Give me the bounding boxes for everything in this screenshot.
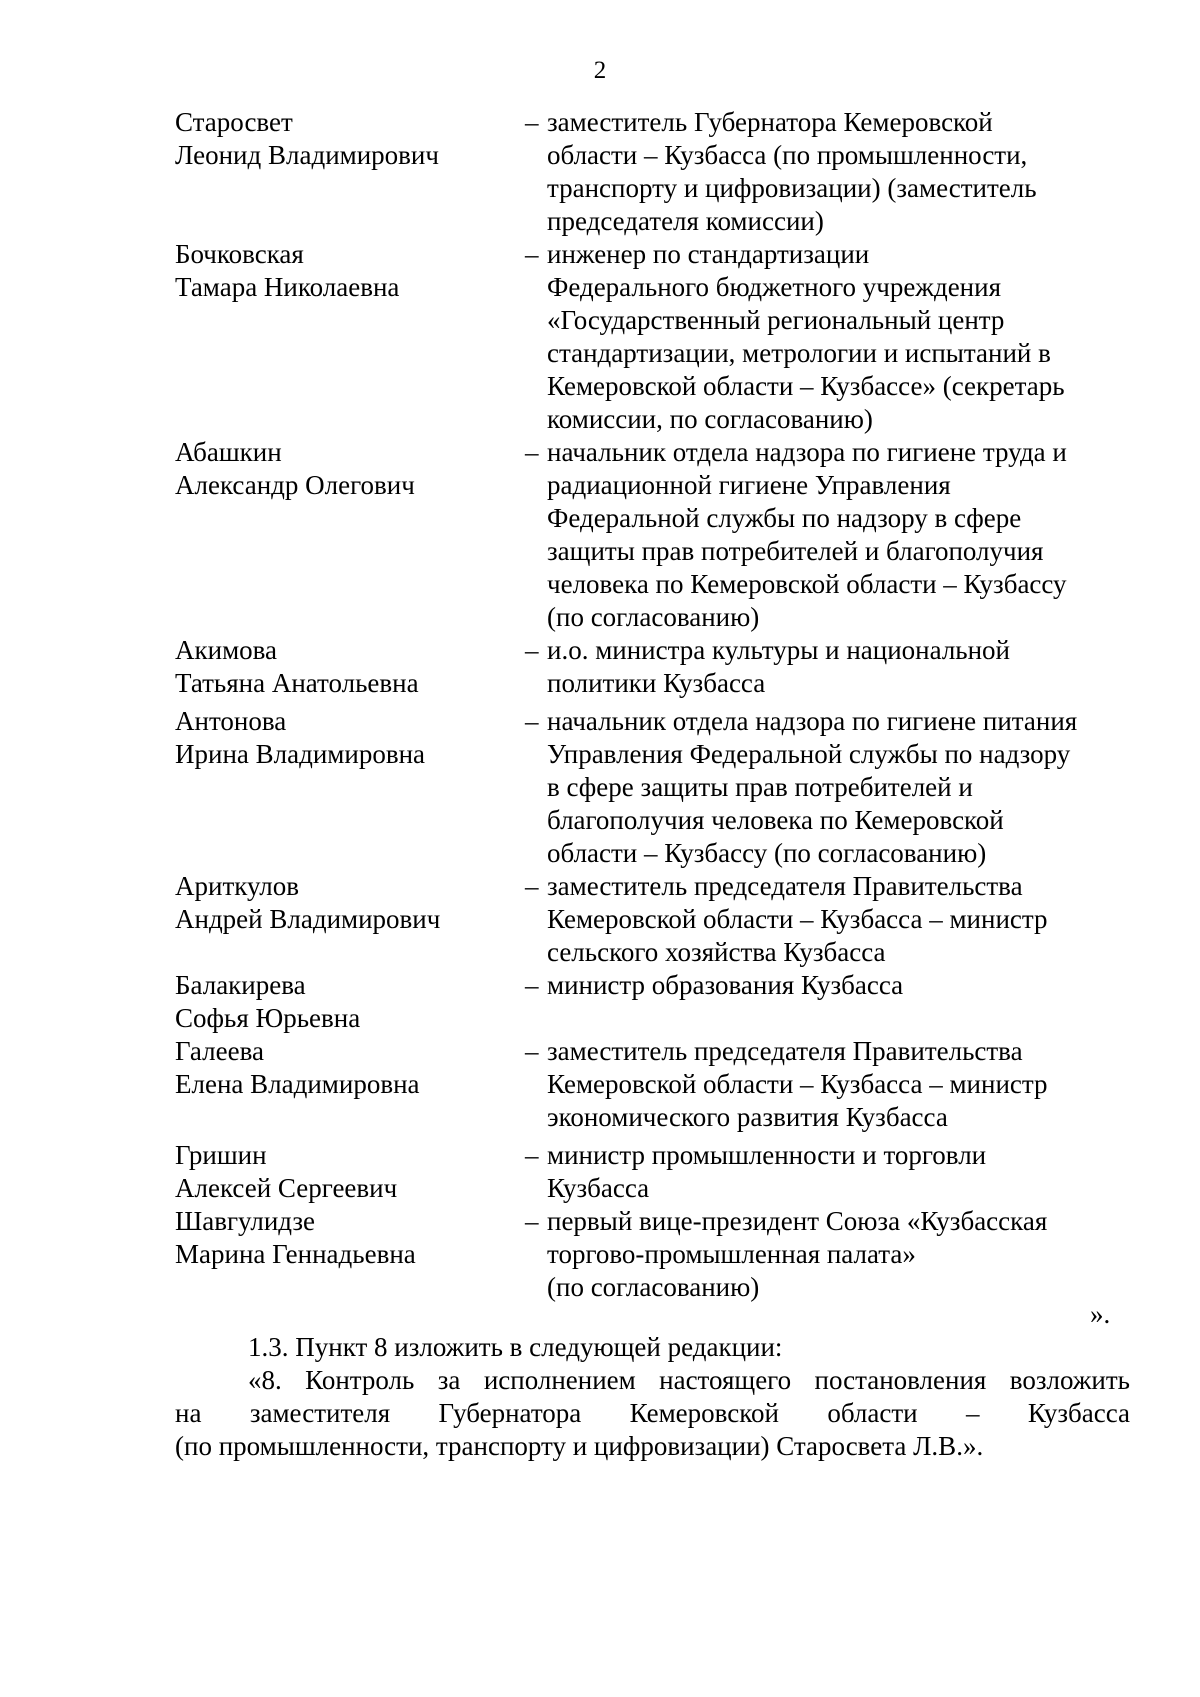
member-row <box>175 969 1135 1035</box>
member-row <box>175 1139 1135 1205</box>
member-role-line: транспорту и цифровизации) (заместитель <box>547 173 1037 203</box>
member-role-line: первый вице-президент Союза «Кузбасская <box>547 1206 1048 1236</box>
member-role-line: Кемеровской области – Кузбасса – министр <box>547 904 1048 934</box>
member-dash: – <box>525 635 539 665</box>
member-given-names: Леонид Владимирович <box>175 140 439 170</box>
member-role-line: заместитель Губернатора Кемеровской <box>547 107 993 137</box>
member-dash: – <box>525 239 539 269</box>
member-role-line: области – Кузбасса (по промышленности, <box>547 140 1028 170</box>
clause-8-line: (по промышленности, транспорту и цифровизации) Старосвета Л.В.». <box>175 1431 984 1461</box>
member-row <box>175 106 1135 238</box>
member-role-line: «Государственный региональный центр <box>547 305 1005 335</box>
member-dash: – <box>525 706 539 736</box>
member-role <box>547 238 1127 436</box>
member-row <box>175 870 1135 969</box>
member-role-line: защиты прав потребителей и благополучия <box>547 536 1044 566</box>
member-role-line: сельского хозяйства Кузбасса <box>547 937 886 967</box>
member-dash: – <box>525 970 539 1000</box>
member-role-line: заместитель председателя Правительства <box>547 1036 1023 1066</box>
member-role <box>547 705 1127 870</box>
member-row <box>175 436 1135 634</box>
member-role-line: комиссии, по согласованию) <box>547 404 873 434</box>
member-name <box>175 436 525 634</box>
member-given-names: Татьяна Анатольевна <box>175 668 419 698</box>
member-role-line: (по согласованию) <box>547 602 760 632</box>
member-name <box>175 1205 525 1304</box>
member-row <box>175 1035 1135 1134</box>
member-role-line: начальник отдела надзора по гигиене питания <box>547 706 1078 736</box>
member-surname: Галеева <box>175 1036 264 1066</box>
member-dash: – <box>525 1140 539 1170</box>
member-row <box>175 1205 1135 1304</box>
member-name <box>175 634 525 700</box>
clause-1-3: 1.3. Пункт 8 изложить в следующей редакции: <box>248 1332 783 1362</box>
member-surname: Абашкин <box>175 437 282 467</box>
member-dash: – <box>525 437 539 467</box>
clause-8-line: на заместителя Губернатора Кемеровской области – Кузбасса <box>175 1398 1130 1428</box>
member-role-line: человека по Кемеровской области – Кузбассу <box>547 569 1067 599</box>
member-role-line: благополучия человека по Кемеровской <box>547 805 1004 835</box>
member-role <box>547 436 1127 634</box>
member-dash: – <box>525 1036 539 1066</box>
member-role-line: министр образования Кузбасса <box>547 970 904 1000</box>
member-name <box>175 1035 525 1134</box>
member-name <box>175 969 525 1035</box>
commission-members-list <box>175 106 1135 1304</box>
member-surname: Шавгулидзе <box>175 1206 315 1236</box>
member-role <box>547 1139 1127 1205</box>
member-role-line: Кузбасса <box>547 1173 650 1203</box>
member-surname: Гришин <box>175 1140 267 1170</box>
member-role-line: радиационной гигиене Управления <box>547 470 951 500</box>
member-role-line: области – Кузбассу (по согласованию) <box>547 838 987 868</box>
member-role-line: (по согласованию) <box>547 1272 760 1302</box>
member-role-line: в сфере защиты прав потребителей и <box>547 772 973 802</box>
member-role-line: Кемеровской области – Кузбасса – министр <box>547 1069 1048 1099</box>
member-role-line: председателя комиссии) <box>547 206 824 236</box>
page-number: 2 <box>593 57 607 84</box>
member-role-line: Федеральной службы по надзору в сфере <box>547 503 1022 533</box>
member-given-names: Александр Олегович <box>175 470 415 500</box>
member-role-line: министр промышленности и торговли <box>547 1140 987 1170</box>
member-surname: Балакирева <box>175 970 306 1000</box>
member-role-line: торгово-промышленная палата» <box>547 1239 916 1269</box>
member-given-names: Тамара Николаевна <box>175 272 400 302</box>
member-role-line: Управления Федеральной службы по надзору <box>547 739 1071 769</box>
member-row <box>175 705 1135 870</box>
member-role-line: инженер по стандартизации <box>547 239 870 269</box>
member-surname: Акимова <box>175 635 278 665</box>
member-given-names: Андрей Владимирович <box>175 904 441 934</box>
member-role <box>547 969 1127 1035</box>
member-surname: Ариткулов <box>175 871 300 901</box>
member-name <box>175 106 525 238</box>
member-given-names: Марина Геннадьевна <box>175 1239 416 1269</box>
member-role-line: Кемеровской области – Кузбассе» (секретарь <box>547 371 1065 401</box>
member-given-names: Ирина Владимировна <box>175 739 426 769</box>
member-name <box>175 238 525 436</box>
member-name <box>175 1139 525 1205</box>
member-row <box>175 238 1135 436</box>
member-given-names: Софья Юрьевна <box>175 1003 361 1033</box>
clause-8-line: «8. Контроль за исполнением настоящего постановления возложить <box>248 1365 1130 1395</box>
member-role-line: Федерального бюджетного учреждения <box>547 272 1002 302</box>
member-role-line: и.о. министра культуры и национальной <box>547 635 1011 665</box>
member-role <box>547 1205 1127 1304</box>
member-surname: Старосвет <box>175 107 293 137</box>
member-given-names: Елена Владимировна <box>175 1069 420 1099</box>
member-role-line: экономического развития Кузбасса <box>547 1102 948 1132</box>
member-dash: – <box>525 1206 539 1236</box>
member-role-line: начальник отдела надзора по гигиене труда и <box>547 437 1067 467</box>
member-dash: – <box>525 871 539 901</box>
member-role-line: стандартизации, метрологии и испытаний в <box>547 338 1051 368</box>
member-dash: – <box>525 107 539 137</box>
member-role <box>547 1035 1127 1134</box>
closing-quote: ». <box>1090 1299 1111 1329</box>
member-name <box>175 705 525 870</box>
member-role <box>547 634 1127 700</box>
member-role-line: политики Кузбасса <box>547 668 766 698</box>
member-name <box>175 870 525 969</box>
member-given-names: Алексей Сергеевич <box>175 1173 398 1203</box>
member-role <box>547 106 1127 238</box>
clause-8 <box>175 1364 1130 1463</box>
member-surname: Бочковская <box>175 239 304 269</box>
member-role-line: заместитель председателя Правительства <box>547 871 1023 901</box>
member-role <box>547 870 1127 969</box>
member-row <box>175 634 1135 700</box>
member-surname: Антонова <box>175 706 287 736</box>
